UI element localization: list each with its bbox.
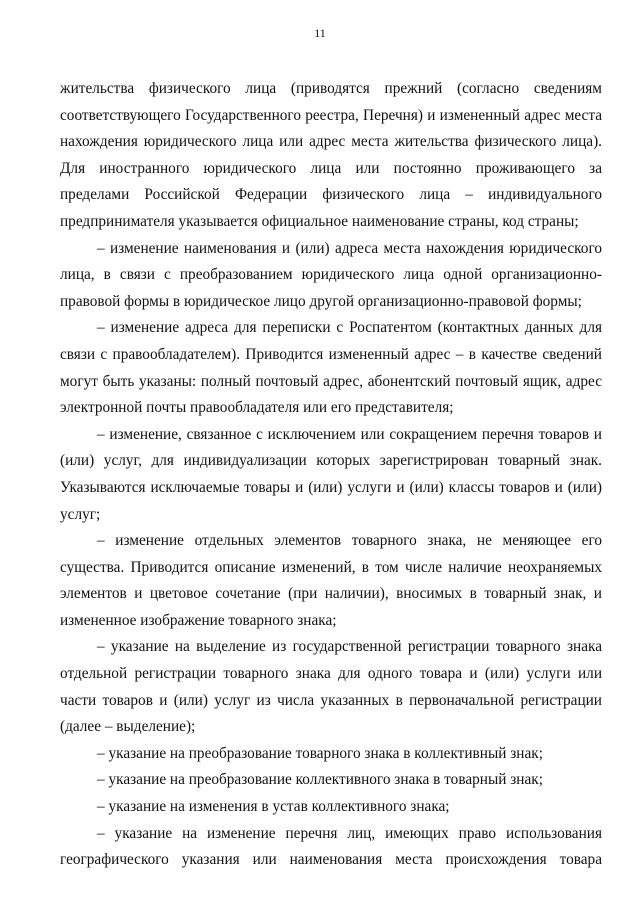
paragraph-trademark-elements-change: – изменение отдельных элементов товарного знака, не меняющее его существа. Приводится описание изменений, в том числе наличие неохраняемых элементов и цветовое сочетание (при наличии), вносимых в товарный знак, и измененное изображение товарного знака;: [60, 532, 602, 629]
paragraph-name-address-change: – изменение наименования и (или) адреса места нахождения юридического лица, в связи с преобразованием юридического лица одной организационно-правовой формы в юридическое лицо другой организационно-правовой формы;: [60, 239, 602, 310]
paragraph-correspondence-address: – изменение адреса для переписки с Роспатентом (контактных данных для связи с правообладателем). Приводится измененный адрес – в качестве сведений могут быть указаны: полный почтовый адрес, абонентский почтовый ящик, адрес электронной почты правообладателя или его представителя;: [60, 319, 602, 417]
body-text: [60, 76, 602, 874]
paragraph-to-trademark: – указание на преобразование коллективного знака в товарный знак;: [97, 771, 543, 789]
paragraph-registration-separation: – указание на выделение из государственной регистрации товарного знака отдельной регистрации товарного знака для одного товара и (или) услуги или части товаров и (или) услуг из числа указанных в первоначальной регистрации (далее – выделение);: [60, 638, 602, 736]
paragraph-goods-services-reduction: – изменение, связанное с исключением или сокращением перечня товаров и (или) услуг, для индивидуализации которых зарегистрирован товарный знак. Указываются исключаемые товары и (или) услуги и (или) классы товаров и (или) услуг;: [60, 425, 602, 523]
paragraph-to-collective-mark: – указание на преобразование товарного знака в коллективный знак;: [97, 744, 543, 762]
paragraph-collective-mark-charter: – указание на изменения в устав коллективного знака;: [97, 798, 450, 816]
paragraph-continuation: жительства физического лица (приводятся прежний (согласно сведениям соответствующего Государственного реестра, Перечня) и измененный адрес места нахождения юридического лица или адрес места жительства физического лица). Для иностранного юридического лица или постоянно проживающего за пределами Российской Федерации физического лица – индивидуального предпринимателя указывается официальное наименование страны, код страны;: [60, 80, 602, 230]
page-number: 11: [314, 26, 326, 40]
paragraph-geographical-indication: – указание на изменение перечня лиц, имеющих право использования географического указания или наименования места происхождения товара: [60, 824, 602, 869]
